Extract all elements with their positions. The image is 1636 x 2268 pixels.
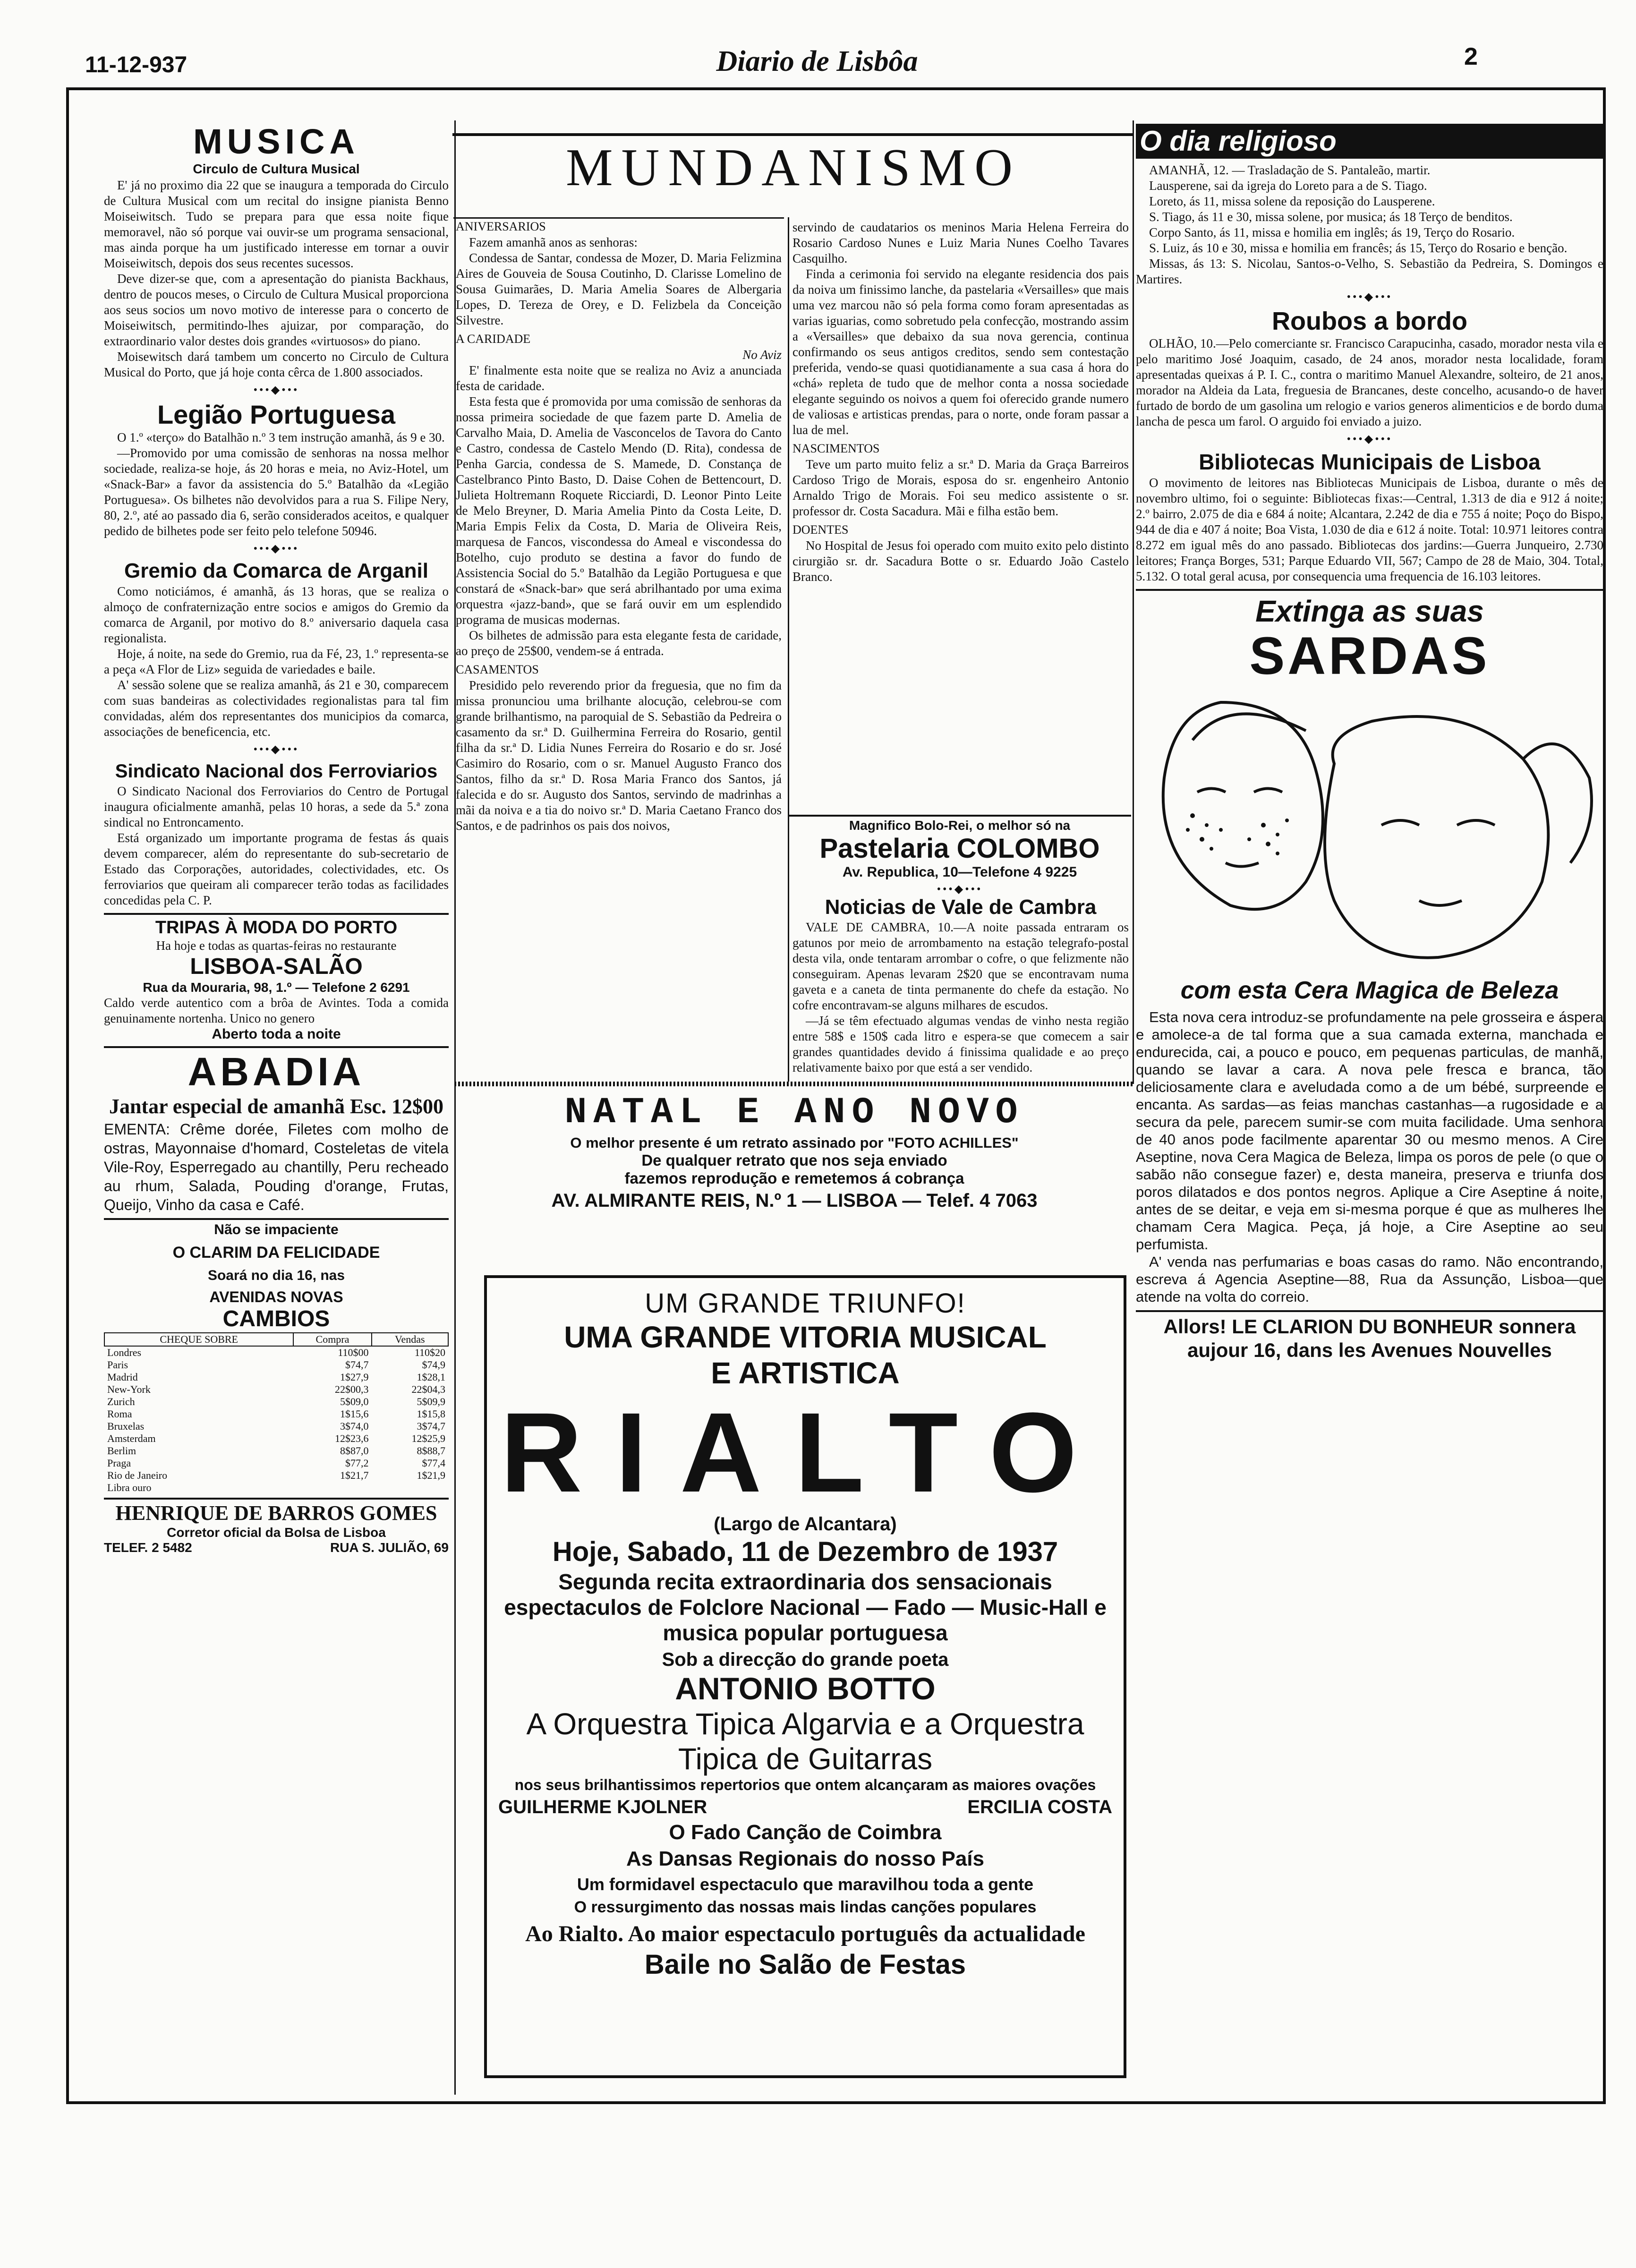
paragraph: —Promovido por uma comissão de senhoras na nossa melhor sociedade, realiza-se hoje, ás 20 horas e meia, no Aviz-Hotel, um «Snack-Bar» a favor da assistencia do 5.º Batalhão da «Legião Portuguesa». Os bilhetes não devolvidos para a rua S. Filipe Nery, 80, 2.º, até ao passado dia 6, serão considerados aceitos, e qualquer pedido de bilhetes pode ser feito pelo telefone 50946. [104, 446, 449, 538]
table-cell: 1$28,1 [417, 1371, 445, 1383]
artist-right: ERCILIA COSTA [967, 1797, 1112, 1817]
nascimentos-heading: NASCIMENTOS [792, 442, 880, 455]
clarion-text: Allors! LE CLARION DU BONHEUR sonnera aujour 16, dans les Avenues Nouvelles [1163, 1315, 1576, 1361]
clarim-line-2: O CLARIM DA FELICIDADE [172, 1244, 380, 1262]
mundanismo-col-rule [788, 217, 789, 1082]
paragraph: Hoje, á noite, na sede do Gremio, rua da Fé, 23, 1.º representa-se a peça «A Flor de Liz» seguida de variedades e baile. [104, 647, 449, 676]
sindicato-body [104, 784, 449, 908]
no-aviz: No Aviz [742, 348, 782, 362]
ornament-divider: •••◆••• [1346, 291, 1393, 303]
table-cell: 1$21,9 [417, 1469, 445, 1481]
table-row [104, 1420, 448, 1432]
table-row [104, 1371, 448, 1383]
casamentos-continued [792, 220, 1129, 438]
paragraph: A' venda nas perfumarias e boas casas do ramo. Não encontrando, escreva á Agencia Aseptine—88, Rua da Assunção, Lisboa—que atende na volta do correio. [1136, 1253, 1603, 1305]
abadia-ementa: EMENTA: Crême dorée, Filetes com molho de ostras, Mayonnaise d'homard, Costeletas de vitela Vile-Roy, Esperregado au chantilly, Peru recheado au rhum, Salada, Pouding d'orange, Frutas, Queijo, Vinho da casa e Café. [104, 1121, 449, 1213]
paragraph: Loreto, ás 11, missa solene da reposição do Lausperene. [1149, 194, 1435, 208]
paragraph: E' finalmente esta noite que se realiza no Aviz a anunciada festa de caridade. [456, 363, 782, 393]
paragraph: O movimento de leitores nas Bibliotecas Municipais de Lisboa, durante o mês de novembro ultimo, foi o seguinte: Bibliotecas fixas:—Central, 1.313 de dia e 912 á noite; 2.º bairro, 2.075 de dia e 684 á noite; Alcantara, 2.242 de dia e 755 á noite; Poço do Bispo, 944 de dia e 407 á noite; Boa Vista, 1.030 de dia e 612 á noite. Total: 10.971 leitores contra 8.272 em igual mês do ano passado. Bibliotecas dos jardins:—Guerra Junqueiro, 2.730 leitores; França Borges, 531; Parque Eduardo VII, 567; Campo de 28 de Maio, 304. Total, 5.132. O total geral acusa, por consequencia uma frequencia de 16.103 leitores. [1136, 476, 1603, 583]
lisboa-salao-name: LISBOA-SALÃO [190, 954, 363, 979]
table-cell [293, 1482, 371, 1494]
religioso-heading: O dia religioso [1136, 124, 1603, 159]
colombo-line-1: Magnifico Bolo-Rei, o melhor só na [849, 818, 1071, 833]
tripas-line: Ha hoje e todas as quartas-feiras no restaurante [156, 938, 397, 953]
roubos-body [1136, 336, 1603, 429]
table-cell: 110$20 [414, 1347, 445, 1358]
sardas-line-1: Extinga as suas [1255, 594, 1484, 628]
rialto-baile: Baile no Salão de Festas [644, 1949, 966, 1980]
paragraph: Está organizado um importante programa de festas ás quais devem comparecer, além do representante do sub-secretario de Estado das Corporações, autoridades, colectividades, etc. Os ferroviarios que queiram ali comparecer terão todas as facilidades concedidas pela C. P. [104, 831, 449, 907]
table-row [104, 1457, 448, 1469]
table-header: Compra [293, 1333, 371, 1346]
rialto-location: (Largo de Alcantara) [714, 1514, 897, 1535]
table-cell: $77,4 [422, 1457, 445, 1469]
table-cell: Roma [107, 1408, 132, 1420]
natal-heading: NATAL E ANO NOVO [564, 1092, 1024, 1134]
table-cell: Paris [107, 1359, 128, 1371]
legiao-body [104, 430, 449, 539]
tripas-heading: TRIPAS À MODA DO PORTO [155, 918, 398, 938]
table-row [104, 1482, 448, 1494]
masthead-title: Diario de Lisbôa [716, 45, 918, 77]
clarim-line-4: AVENIDAS NOVAS [209, 1288, 343, 1305]
paragraph: Presidido pelo reverendo prior da freguesia, que no fim da missa pronunciou uma brilhante alocução, celebrou-se com grande brilhantismo, na paroquial de S. Sebastião da Pedreira o casamento da sr.ª D. Guilhermina Ferreira do Rosario, gentil filha da sr.ª D. Lidia Nunes Ferreira do Rosario e do sr. José Casimiro do Rosario, com o sr. Manuel Augusto Franco dos Santos, filho da sr.ª D. Rosa Maria Franco dos Santos, já falecida e do sr. Augusto dos Santos, servindo de madrinhas a mãi da noiva e a tia do noivo sr.ª D. Maria Caetano Franco dos Santos, e de padrinhos os pais dos noivos, [456, 678, 782, 833]
table-cell: Berlim [107, 1445, 136, 1457]
page-number: 2 [1464, 43, 1478, 70]
table-cell: 1$15,6 [340, 1408, 369, 1420]
paragraph: AMANHÃ, 12. — Trasladação de S. Pantaleão, martir. [1149, 163, 1431, 177]
bibliotecas-body [1136, 475, 1603, 584]
table-row [104, 1408, 448, 1420]
legiao-heading: Legião Portuguesa [157, 400, 396, 429]
sardas-heading: SARDAS [1249, 626, 1490, 685]
paragraph: —Já se têm efectuado algumas vendas de vinho nesta região entre 58$ e 150$ cada litro e espera-se que comecem a sair grandes quantidades devido á finissima qualidade e ao preço relativamente baixo por que está a ser vendido. [792, 1014, 1129, 1074]
musica-subtitle: Circulo de Cultura Musical [193, 162, 360, 176]
rialto-poet: ANTONIO BOTTO [675, 1671, 936, 1706]
natal-ad [454, 1091, 1134, 1247]
nascimentos-body [792, 457, 1129, 519]
paragraph: Missas, ás 13: S. Nicolau, Santos-o-Velho, S. Sebastião da Pedreira, S. Domingos e Martires. [1136, 256, 1603, 286]
natal-line-2: De qualquer retrato que nos seja enviado [641, 1151, 947, 1169]
paragraph: Condessa de Santar, condessa de Mozer, D. Maria Felizmina Aires de Gouveia de Sousa Coutinho, D. Clarisse Lomelino de Sousa Guimarães, D. Maria Amelia Soares de Albergaria Lopes, D. Tereza de Orey, e D. Felizbela da Conceição Silvestre. [456, 251, 782, 327]
colombo-rule-top [789, 815, 1131, 817]
aniversarios-heading: ANIVERSARIOS [456, 220, 546, 233]
paragraph: Lausperene, sai da igreja do Loreto para a de S. Tiago. [1149, 179, 1427, 193]
clarim-line-3: Soará no dia 16, nas [207, 1268, 345, 1283]
paragraph: E' já no proximo dia 22 que se inaugura a temporada do Circulo de Cultura Musical com um recital do insigne pianista Benno Moiseiwitsch. Tudo se prepara para que essa noite fique memoravel, não só porque vai ouvir-se um programa sensacional, mas ainda porque ha um justificado interesse em tornar a ouvir Moiseiwitsch, depois dos seus recentes sucessos. [104, 178, 449, 270]
paragraph: O Sindicato Nacional dos Ferroviarios do Centro de Portugal inaugura oficialmente amanhã, pelas 10 horas, a sede da 5.ª zona sindical no Entroncamento. [104, 784, 449, 829]
sindicato-heading: Sindicato Nacional dos Ferroviarios [115, 761, 438, 782]
table-row [104, 1346, 448, 1359]
ornament-divider: •••◆••• [253, 743, 299, 756]
table-cell: $74,9 [422, 1359, 445, 1371]
table-cell: 22$00,3 [335, 1383, 369, 1395]
paragraph: Corpo Santo, ás 11, missa e homilia em inglês; ás 19, Terço do Rosario. [1149, 225, 1515, 239]
cambra-article [792, 895, 1129, 1082]
mundanismo-title-rule [453, 217, 784, 219]
paragraph: O 1.º «terço» do Batalhão n.º 3 tem instrução amanhã, ás 9 e 30. [117, 430, 445, 444]
rialto-orquestras: A Orquestra Tipica Algarvia e a Orquestra Tipica de Guitarras [526, 1707, 1084, 1776]
rialto-name: RIALTO [500, 1389, 1110, 1516]
cambra-body [792, 920, 1129, 1075]
cambra-heading: Noticias de Vale de Cambra [825, 895, 1097, 919]
mundanismo-left [456, 220, 782, 1077]
table-row [104, 1359, 448, 1371]
rialto-direction: Sob a direcção do grande poeta [662, 1649, 949, 1670]
issue-date: 11-12-937 [85, 52, 187, 77]
religioso-body [1136, 162, 1603, 287]
column-rule [1133, 120, 1134, 1084]
paragraph: A' sessão solene que se realiza amanhã, ás 21 e 30, comparecem com suas bandeiras as colectividades regionalistas para tal fim convidadas, além dos representantes dos municipios da comarca, associações de beneficencia, etc. [104, 678, 449, 739]
abadia-heading: ABADIA [187, 1049, 365, 1094]
natal-line-3: fazemos reprodução e remetemos á cobrança [624, 1169, 964, 1187]
casamentos-body [456, 678, 782, 834]
women-faces-illustration [1136, 683, 1603, 976]
table-header: CHEQUE SOBRE [104, 1333, 293, 1346]
table-header: Vendas [372, 1333, 448, 1346]
colombo-ad [790, 818, 1130, 880]
paragraph: Deve dizer-se que, com a apresentação do pianista Backhaus, dentro de poucos meses, o Circulo de Cultura Musical proporciona aos seus socios um novo motivo de interesse para o concerto de Moiseiwitsch, permitindo-lhes ajuizar, por comparação, do extraordinario valor destes dois grandes «virtuosos» do piano. [104, 272, 449, 348]
caridade-heading: A CARIDADE [456, 332, 531, 346]
paragraph: Finda a cerimonia foi servido na elegante residencia dos pais da noiva um finissimo lanche, da pastelaria «Versailles» que mais uma vez marcou não só pela forma como foram apresentadas as varias iguarias, como sobretudo pela confecção, mostrando assim a «Versailles» que debaixo da sua nova gerencia, continua confirmando os seus antigos creditos, sendo sem contestação preferida, vendo-se quasi quotidianamente a sua casa á hora do «chá» repleta de tudo que de melhor conta a nossa sociedade elegante seguindo os noivos a quem foi oferecido grande numero de valiosas e artisticas prendas, para o norte, onde foram passar a lua de mel. [792, 267, 1129, 437]
henrique-role: Corretor oficial da Bolsa de Lisboa [167, 1525, 386, 1540]
table-cell: 12$23,6 [335, 1432, 369, 1444]
table-cell: 12$25,9 [411, 1432, 445, 1444]
ornament-divider: •••◆••• [937, 883, 983, 895]
table-cell: 110$00 [338, 1347, 369, 1358]
column-left [104, 123, 449, 2097]
table-cell: 1$21,7 [340, 1469, 369, 1481]
paragraph: Esta festa que é promovida por uma comissão de senhoras da nossa primeira sociedade de que fazem parte D. Amelia de Carvalho Maia, D. Amelia de Vasconcelos de Tavora do Canto e Castro, condessa de Castelo Mendo (D. Rita), condessa de Penha Garcia, condessa de S. Mamede, D. Constança de Castelbranco Pinto Basto, D. Daise Cohen de Bettencourt, D. Julieta Holtremann Roquete Ricciardi, D. Leonor Pinto Leite de Melo Breyner, D. Maria Amelia Pinto da Costa Leite, D. Maria Empis Felix da Costa, D. Maria de Oliveira Reis, marquesa de Fancos, viscondessa do Ameal e viscondessa do Botelho, cujo produto se destina a favor do fundo de Assistencia Social do 5.º Batalhão da Legião Portuguesa e que constará de «Snack-bar» que será abrilhantado por uma exima orquestra «jazz-band», que se fará ouvir em um esplendido programa de musicas modernas. [456, 394, 782, 627]
ornament-divider: •••◆••• [253, 543, 299, 555]
henrique-address: RUA S. JULIÃO, 69 [330, 1540, 449, 1555]
mundanismo-right [792, 220, 1129, 812]
table-cell: New-York [107, 1383, 151, 1395]
table-cell: 3$74,7 [417, 1420, 445, 1432]
sardas-line-3: com esta Cera Magica de Beleza [1180, 977, 1559, 1004]
paragraph: VALE DE CAMBRA, 10.—A noite passada entraram os gatunos por meio de arrombamento na estação telegrafo-postal desta vila, onde tentaram arrombar o cofre, o que felizmente não conseguiram. Apenas levaram 2$20 que se encontravam numa gaveta e a caneta de tinta permanente do chefe da estação. No cofre encontravam-se alguns milhares de escudos. [792, 920, 1129, 1012]
rialto-line-2: UMA GRANDE VITORIA MUSICAL [564, 1320, 1047, 1354]
paragraph: S. Luiz, ás 10 e 30, missa e homilia em francês; ás 15, Terço do Rosario e benção. [1149, 241, 1568, 255]
table-cell: 1$15,8 [417, 1408, 445, 1420]
mundanismo-heading: MUNDANISMO [565, 138, 1022, 197]
table-row [104, 1432, 448, 1445]
table-cell: Praga [107, 1457, 131, 1469]
table-cell: $77,2 [345, 1457, 369, 1469]
column-right [1136, 124, 1603, 2098]
casamentos-heading: CASAMENTOS [456, 663, 539, 676]
table-cell: Bruxelas [107, 1420, 145, 1432]
rialto-repertorio: nos seus brilhantissimos repertorios que ontem alcançaram as maiores ovações [514, 1776, 1096, 1793]
clarim-line-1: Não se impaciente [214, 1222, 339, 1237]
ornament-divider: •••◆••• [253, 384, 299, 396]
artist-left: GUILHERME KJOLNER [498, 1797, 707, 1817]
aniversarios-body [456, 235, 782, 328]
ornament-divider: •••◆••• [1346, 433, 1393, 445]
doentes-heading: DOENTES [792, 523, 849, 537]
sardas-illustration [1136, 683, 1603, 976]
rialto-fado: O Fado Canção de Coimbra [669, 1821, 942, 1844]
table-cell: Libra ouro [107, 1482, 152, 1493]
rialto-formidavel: Um formidavel espectaculo que maravilhou toda a gente [577, 1875, 1034, 1894]
rialto-ao-rialto: Ao Rialto. Ao maior espectaculo português da actualidade [525, 1921, 1085, 1946]
table-row [104, 1445, 448, 1457]
abadia-jantar: Jantar especial de amanhã Esc. 12$00 [109, 1095, 444, 1118]
paragraph: Os bilhetes de admissão para esta elegante festa de caridade, ao preço de 25$00, vendem-se á entrada. [456, 628, 782, 658]
table-cell: Madrid [107, 1371, 138, 1383]
table-cell: Londres [107, 1347, 142, 1358]
paragraph: Fazem amanhã anos as senhoras: [469, 235, 638, 249]
henrique-contacts [104, 1540, 449, 1555]
table-row [104, 1383, 448, 1396]
paragraph: S. Tiago, ás 11 e 30, missa solene, por musica; ás 18 Terço de benditos. [1149, 210, 1513, 224]
paragraph: Esta nova cera introduz-se profundamente na pele grosseira e áspera e amolece-a de tal forma que a sua camada externa, manchada e endurecida, cai, a pouco e pouco, em pequenas particulas, de manhã, quando se lavar a cara. A nova pele fresca e branca, tão deliciosamente clara e aveludada como a de um bébé, surpreende e encanta. As sardas—as feias manchas castanhas—a rugosidade e a secura da pele, parecem sumir-se com muita facilidade. Uma senhora de 40 anos pode facilmente aparentar 30 ou mesmo menos. A Cire Aseptine, nova Cera Magica de Beleza, limpa os poros de pele (o que o sabão não consegue fazer) e, desta maneira, preserva e triunfa dos poros dilatados e dos pontos negros. Aplique a Cire Aseptine á noite, antes de se deitar, e veja em si-mesma porque é que as mulheres lhe chamam Cera Magica. Peça, já hoje, a Cire Aseptine ao seu perfumista. [1136, 1009, 1603, 1253]
table-cell: Rio de Janeiro [107, 1469, 168, 1481]
gremio-body [104, 584, 449, 740]
table-cell: 1$27,9 [340, 1371, 369, 1383]
rialto-ressurgimento: O ressurgimento das nossas mais lindas canções populares [574, 1898, 1037, 1916]
paragraph: Como noticiámos, é amanhã, ás 13 horas, que se realiza o almoço de confraternização entre socios e amigos do Gremio da comarca de Arganil, por motivo do 8.º aniversario daquela casa regionalista. [104, 584, 449, 645]
table-cell: 22$04,3 [411, 1383, 445, 1395]
lisboa-salao-open: Aberto toda a noite [212, 1026, 341, 1042]
table-cell: 8$88,7 [417, 1445, 445, 1457]
table-cell: Amsterdam [107, 1432, 156, 1444]
rialto-artists [498, 1797, 1112, 1818]
caridade-body [456, 363, 782, 659]
bibliotecas-heading: Bibliotecas Municipais de Lisboa [1199, 450, 1541, 474]
colombo-line-2: Pastelaria COLOMBO [819, 833, 1100, 864]
musica-body [104, 178, 449, 380]
colombo-line-3: Av. Republica, 10—Telefone 4 9225 [842, 864, 1077, 880]
table-cell: 5$09,0 [340, 1396, 369, 1407]
lisboa-salao-desc: Caldo verde autentico com a brôa de Avintes. Toda a comida genuinamente nortenha. Unico no genero [104, 996, 449, 1025]
doentes-body [792, 538, 1129, 585]
table-cell: $74,7 [345, 1359, 369, 1371]
musica-heading: MUSICA [193, 123, 359, 161]
paragraph: servindo de caudatarios os meninos Maria Helena Ferreira do Rosario Cardoso Nunes e Luiz Maria Nunes Coelho Tavares Casquilho. [792, 220, 1129, 265]
rialto-date: Hoje, Sabado, 11 de Dezembro de 1937 [552, 1536, 1058, 1567]
natal-line-1: O melhor presente é um retrato assinado por "FOTO ACHILLES" [570, 1134, 1019, 1151]
table-cell [372, 1482, 448, 1494]
gremio-heading: Gremio da Comarca de Arganil [124, 559, 428, 582]
table-row [104, 1396, 448, 1408]
henrique-name: HENRIQUE DE BARROS GOMES [115, 1501, 437, 1525]
cambios-table [104, 1332, 449, 1494]
table-cell: Zurich [107, 1396, 135, 1407]
table-cell: 5$09,9 [417, 1396, 445, 1407]
rialto-line-3: E ARTISTICA [711, 1356, 900, 1390]
rialto-line-1: UM GRANDE TRIUNFO! [645, 1288, 966, 1319]
table-cell: 3$74,0 [340, 1420, 369, 1432]
henrique-tel: TELEF. 2 5482 [104, 1540, 192, 1555]
paragraph: No Hospital de Jesus foi operado com muito exito pelo distinto cirurgião sr. dr. Sacadura Botte o sr. Eduardo João Castelo Branco. [792, 538, 1129, 584]
sardas-body [1136, 1008, 1603, 1305]
natal-line-4: AV. ALMIRANTE REIS, N.º 1 — LISBOA — Telef. 4 7063 [551, 1190, 1038, 1211]
roubos-heading: Roubos a bordo [1272, 307, 1467, 335]
paragraph: OLHÃO, 10.—Pelo comerciante sr. Francisco Carapucinha, casado, morador nesta vila e pelo maritimo José Joaquim, casado, de 24 anos, morador nesta localidade, foram apresentadas queixas á P. I. C., contra o maritimo Manuel Alexandre, solteiro, de 21 anos, morador na Aldeia da Lata, freguesia de Brancanes, deste concelho, acusando-o de haver furtado de bordo de um gasolina um relogio e varios generos alimenticios e de bordo duma lancha de pesca um farol. O arguido foi enviado a juizo. [1136, 336, 1603, 428]
lisboa-salao-address: Rua da Mouraria, 98, 1.º — Telefone 2 6291 [143, 980, 410, 995]
cambios-heading: CAMBIOS [222, 1306, 330, 1331]
paragraph: Moisewitsch dará tambem um concerto no Circulo de Cultura Musical do Porto, que já hoje conta cêrca de 1.800 associados. [104, 350, 449, 379]
rialto-ad [484, 1275, 1126, 2078]
paragraph: Teve um parto muito feliz a sr.ª D. Maria da Graça Barreiros Cardoso Trigo de Morais, esposa do sr. engenheiro Antonio Arnaldo Trigo de Morais. Foi seu medico assistente o sr. professor dr. Costa Sacadura. Mãi e filha estão bem. [792, 457, 1129, 518]
table-row [104, 1469, 448, 1482]
table-cell: 8$87,0 [340, 1445, 369, 1457]
rialto-description: Segunda recita extraordinaria dos sensacionais espectaculos de Folclore Nacional — Fado — Music-Hall e musica popular portuguesa [504, 1569, 1107, 1645]
mundanismo-bottom-rule [454, 1082, 1134, 1086]
rialto-dansas: As Dansas Regionais do nosso País [626, 1847, 984, 1870]
